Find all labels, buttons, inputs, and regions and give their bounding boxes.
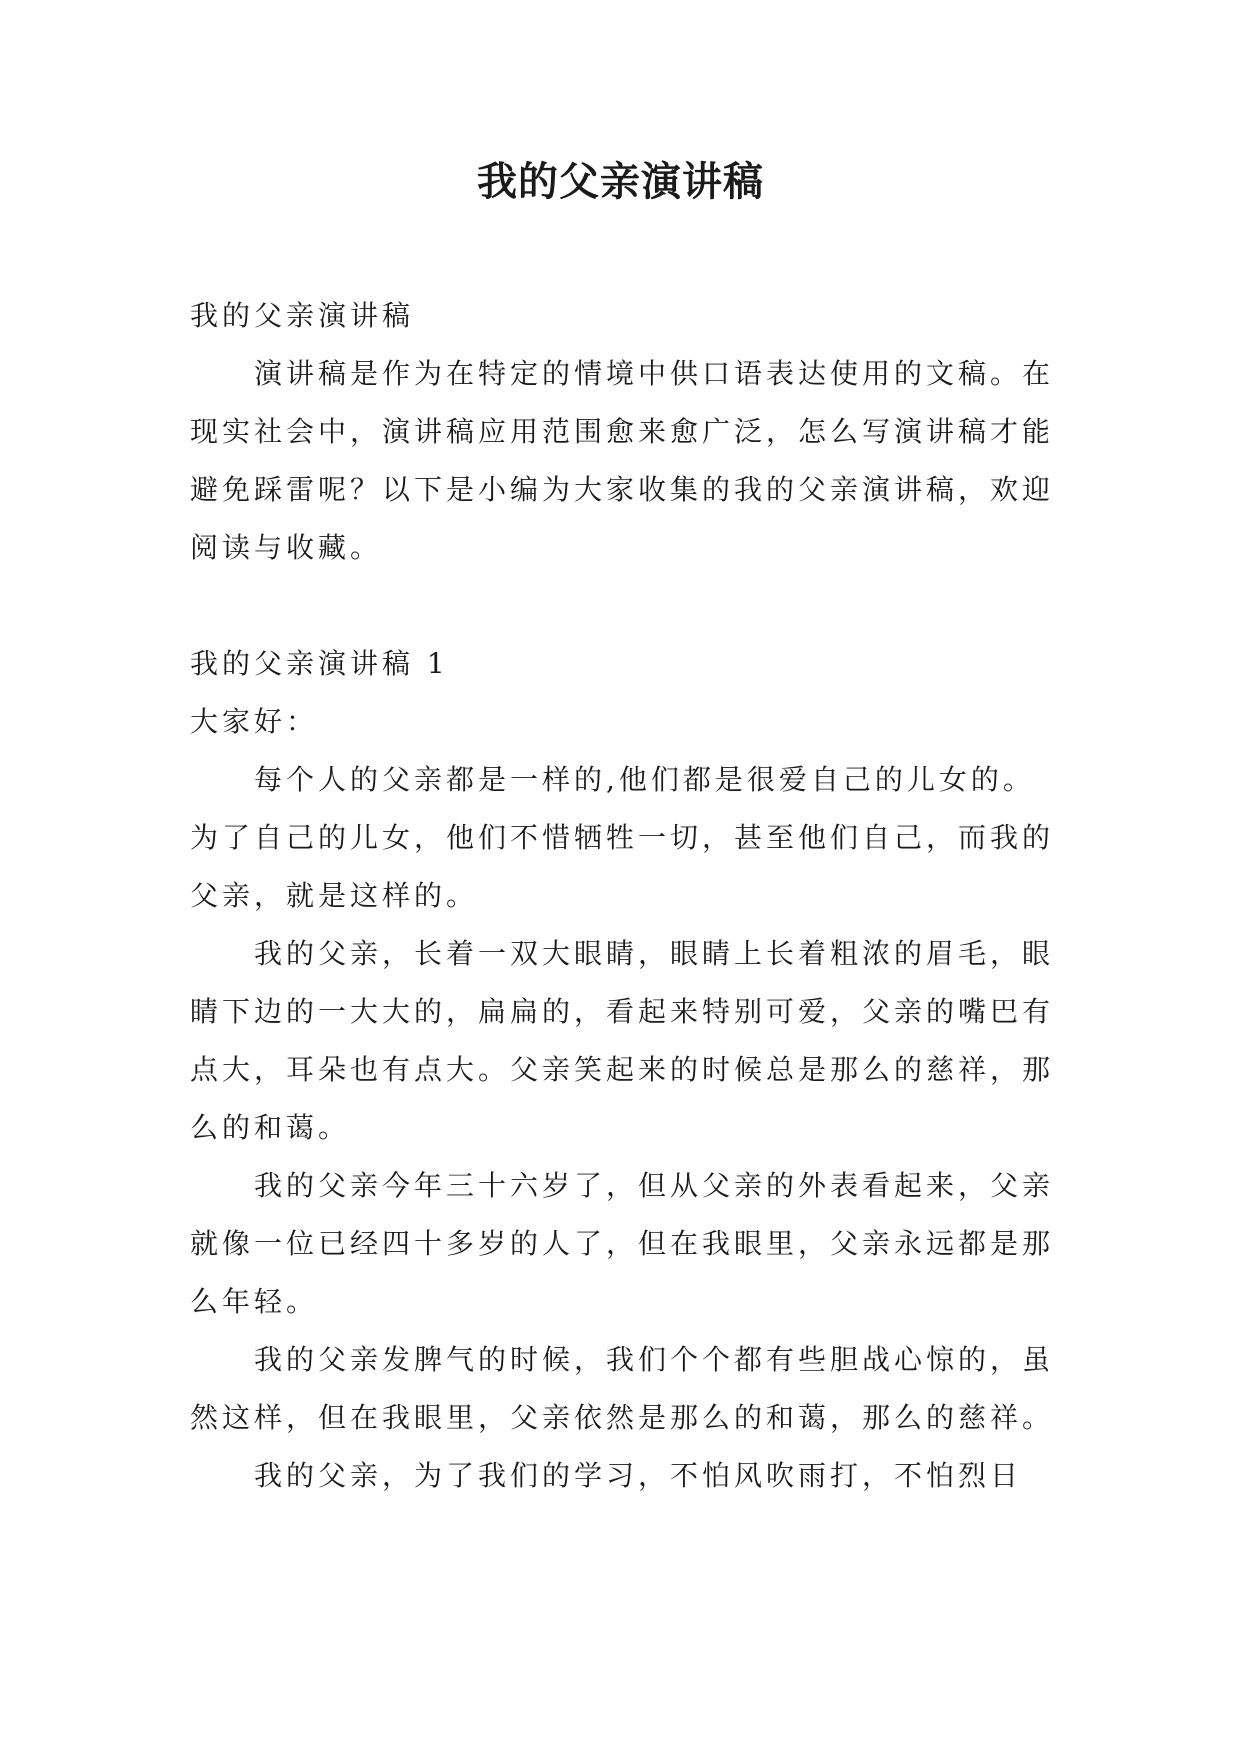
greeting-line: 大家好： xyxy=(190,705,319,738)
body-paragraph-3: 我的父亲今年三十六岁了，但从父亲的外表看起来，父亲就像一位已经四十多岁的人了，但在我眼里，父亲永远都是那么年轻。 xyxy=(190,1169,1055,1318)
body-paragraph-4: 我的父亲发脾气的时候，我们个个都有些胆战心惊的，虽然这样，但在我眼里，父亲依然是那么的和蔼，那么的慈祥。 xyxy=(190,1343,1055,1434)
section-heading: 我的父亲演讲稿 1 xyxy=(190,647,449,680)
document-body xyxy=(190,287,1060,1505)
intro-paragraph: 演讲稿是作为在特定的情境中供口语表达使用的文稿。在现实社会中，演讲稿应用范围愈来愈广泛，怎么写演讲稿才能避免踩雷呢？以下是小编为大家收集的我的父亲演讲稿，欢迎阅读与收藏。 xyxy=(190,357,1055,564)
document-title: 我的父亲演讲稿 xyxy=(477,159,764,205)
body-paragraph-1: 每个人的父亲都是一样的,他们都是很爱自己的儿女的。为了自己的儿女，他们不惜牺牲一切，甚至他们自己，而我的父亲，就是这样的。 xyxy=(190,763,1055,912)
document-subtitle: 我的父亲演讲稿 xyxy=(190,299,415,332)
paragraph-spacer xyxy=(190,577,1060,635)
body-paragraph-5: 我的父亲，为了我们的学习，不怕风吹雨打，不怕烈日 xyxy=(254,1459,1023,1492)
body-paragraph-2: 我的父亲，长着一双大眼睛，眼睛上长着粗浓的眉毛，眼睛下边的一大大的，扁扁的，看起来特别可爱，父亲的嘴巴有点大，耳朵也有点大。父亲笑起来的时候总是那么的慈祥，那么的和蔼。 xyxy=(190,937,1055,1144)
